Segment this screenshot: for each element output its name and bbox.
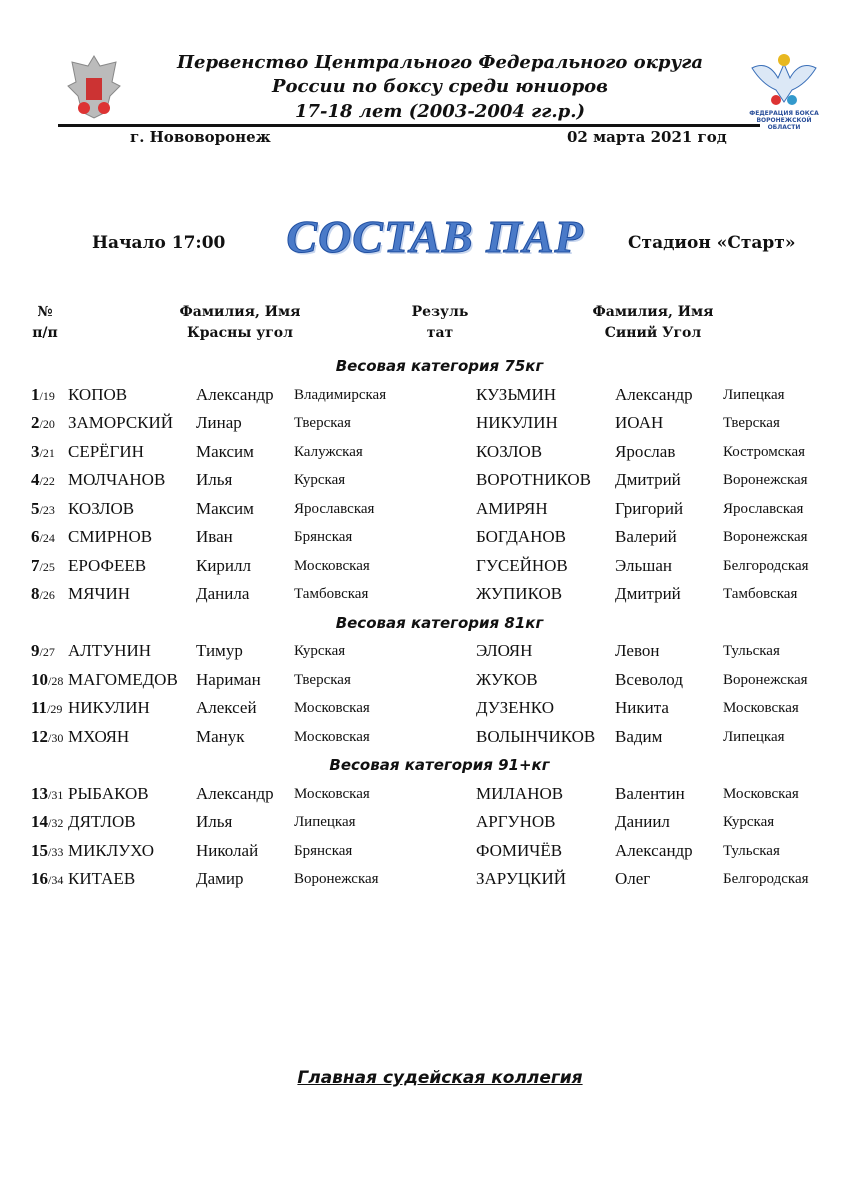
blue-region: Тамбовская bbox=[723, 586, 798, 602]
city: г. Нововоронеж bbox=[130, 128, 271, 146]
blue-first-name: Дмитрий bbox=[615, 584, 681, 603]
red-first-name: Николай bbox=[196, 840, 259, 860]
weight-category: Весовая категория 75кг bbox=[335, 357, 544, 375]
red-first-name: Алексей bbox=[196, 698, 257, 717]
bout-number: 11/29 bbox=[31, 698, 63, 717]
blue-region: Воронежская bbox=[723, 529, 808, 545]
red-region: Калужская bbox=[294, 443, 363, 460]
col-blue-2: Синий Угол bbox=[604, 325, 702, 341]
red-surname: ДЯТЛОВ bbox=[68, 812, 136, 831]
col-num-1: № bbox=[37, 304, 53, 320]
red-first-name: Максим bbox=[196, 441, 254, 461]
bout-number: 12/30 bbox=[31, 726, 64, 746]
blue-region: Тульская bbox=[723, 842, 780, 859]
red-first-name: Александр bbox=[196, 384, 274, 404]
title-line-2: России по боксу среди юниоров bbox=[272, 76, 608, 97]
red-first-name: Илья bbox=[196, 470, 233, 489]
blue-surname: КУЗЬМИН bbox=[476, 384, 557, 404]
blue-region: Костромская bbox=[723, 443, 806, 460]
red-first-name: Манук bbox=[196, 726, 245, 746]
blue-first-name: Александр bbox=[615, 384, 693, 404]
blue-surname: ЗАРУЦКИЙ bbox=[476, 869, 567, 888]
red-region: Московская bbox=[294, 557, 370, 574]
table-row bbox=[0, 438, 849, 467]
blue-first-name: Вадим bbox=[615, 726, 663, 746]
red-region: Курская bbox=[294, 643, 346, 659]
bout-number: 8/26 bbox=[31, 584, 55, 603]
red-surname: МХОЯН bbox=[68, 726, 130, 746]
bout-number: 3/21 bbox=[31, 441, 55, 461]
red-first-name: Линар bbox=[196, 413, 242, 432]
red-first-name: Илья bbox=[196, 812, 233, 831]
table-row bbox=[0, 723, 849, 752]
red-first-name: Кирилл bbox=[196, 555, 252, 575]
blue-region: Липецкая bbox=[723, 728, 785, 745]
blue-first-name: Дмитрий bbox=[615, 470, 681, 489]
red-surname: МОЛЧАНОВ bbox=[68, 470, 166, 489]
bout-index: /27 bbox=[39, 645, 55, 659]
table-row bbox=[0, 523, 849, 552]
red-surname: СЕРЁГИН bbox=[68, 441, 144, 461]
blue-first-name: Никита bbox=[615, 698, 669, 717]
bout-index: /29 bbox=[47, 702, 63, 716]
bout-index: /22 bbox=[39, 474, 55, 488]
blue-first-name: Григорий bbox=[615, 498, 684, 518]
col-result-2: тат bbox=[426, 325, 454, 341]
bout-index: /24 bbox=[39, 531, 55, 545]
blue-surname: АМИРЯН bbox=[476, 498, 548, 518]
bout-number: 6/24 bbox=[31, 527, 55, 546]
table-row bbox=[0, 381, 849, 410]
blue-surname: ЖУПИКОВ bbox=[476, 584, 563, 603]
red-surname: ЕРОФЕЕВ bbox=[68, 555, 147, 575]
table-row bbox=[0, 837, 849, 866]
blue-region: Воронежская bbox=[723, 671, 808, 688]
bout-number: 5/23 bbox=[31, 498, 55, 518]
blue-first-name: Александр bbox=[615, 840, 693, 860]
title-line-3: 17-18 лет (2003-2004 гг.р.) bbox=[294, 101, 586, 122]
red-surname: МИКЛУХО bbox=[68, 840, 154, 860]
blue-region: Тульская bbox=[723, 643, 780, 659]
blue-surname: ДУЗЕНКО bbox=[476, 698, 554, 717]
bouts-table bbox=[0, 352, 849, 894]
bout-index: /25 bbox=[39, 559, 55, 574]
blue-first-name: Валерий bbox=[615, 527, 677, 546]
bout-number: 4/22 bbox=[31, 470, 55, 489]
bout-index: /34 bbox=[48, 873, 64, 887]
bout-number: 16/34 bbox=[31, 869, 64, 888]
table-row bbox=[0, 865, 849, 894]
blue-surname: ФОМИЧЁВ bbox=[476, 840, 563, 860]
table-row bbox=[0, 808, 849, 837]
table-row bbox=[0, 409, 849, 438]
table-row bbox=[0, 694, 849, 723]
table-row bbox=[0, 780, 849, 809]
page-heading: СОСТАВ ПАР bbox=[286, 211, 584, 262]
red-region: Московская bbox=[294, 700, 370, 716]
red-surname: КИТАЕВ bbox=[68, 869, 136, 888]
red-first-name: Дамир bbox=[196, 869, 244, 888]
blue-first-name: Эльшан bbox=[615, 555, 672, 575]
blue-region: Курская bbox=[723, 814, 775, 830]
blue-surname: МИЛАНОВ bbox=[476, 783, 564, 803]
red-surname: АЛТУНИН bbox=[68, 641, 152, 660]
red-first-name: Нариман bbox=[196, 669, 261, 689]
blue-region: Тверская bbox=[723, 415, 780, 431]
bout-index: /30 bbox=[48, 730, 64, 745]
date: 02 марта 2021 год bbox=[567, 128, 727, 146]
bout-index: /20 bbox=[39, 417, 55, 431]
bout-index: /33 bbox=[48, 844, 64, 859]
red-surname: ЗАМОРСКИЙ bbox=[68, 413, 174, 432]
red-region: Тверская bbox=[294, 671, 351, 688]
bout-number: 14/32 bbox=[31, 812, 64, 831]
red-region: Курская bbox=[294, 472, 346, 488]
bout-index: /31 bbox=[48, 787, 64, 802]
blue-region: Липецкая bbox=[723, 386, 785, 403]
bout-number: 13/31 bbox=[31, 783, 64, 803]
red-region: Воронежская bbox=[294, 871, 379, 887]
blue-first-name: Левон bbox=[615, 641, 660, 660]
table-row bbox=[0, 637, 849, 666]
red-region: Липецкая bbox=[294, 814, 356, 830]
title-line-1: Первенство Центрального Федерального округа bbox=[176, 52, 704, 73]
col-red-1: Фамилия, Имя bbox=[179, 304, 301, 320]
red-region: Ярославская bbox=[294, 500, 375, 517]
blue-region: Белгородская bbox=[723, 557, 809, 574]
table-row bbox=[0, 580, 849, 609]
weight-category: Весовая категория 91+кг bbox=[329, 756, 550, 774]
red-surname: КОПОВ bbox=[68, 384, 128, 404]
red-surname: КОЗЛОВ bbox=[68, 498, 135, 518]
blue-surname: ВОРОТНИКОВ bbox=[476, 470, 592, 489]
blue-surname: ЭЛОЯН bbox=[476, 641, 533, 660]
col-result-1: Резуль bbox=[411, 304, 469, 320]
red-first-name: Данила bbox=[196, 584, 250, 603]
bout-number: 15/33 bbox=[31, 840, 64, 860]
blue-first-name: Валентин bbox=[615, 783, 685, 803]
bout-index: /21 bbox=[39, 445, 55, 460]
red-region: Брянская bbox=[294, 842, 353, 859]
blue-first-name: Олег bbox=[615, 869, 651, 888]
blue-first-name: Даниил bbox=[615, 812, 670, 831]
col-blue-1: Фамилия, Имя bbox=[592, 304, 714, 320]
red-surname: РЫБАКОВ bbox=[68, 783, 149, 803]
start-time: Начало 17:00 bbox=[92, 233, 226, 253]
blue-region: Воронежская bbox=[723, 472, 808, 488]
bout-index: /19 bbox=[39, 388, 55, 403]
bout-number: 10/28 bbox=[31, 669, 64, 689]
blue-first-name: Ярослав bbox=[615, 441, 676, 461]
bout-index: /23 bbox=[39, 502, 55, 517]
blue-region: Московская bbox=[723, 785, 799, 802]
red-region: Московская bbox=[294, 785, 370, 802]
red-region: Московская bbox=[294, 728, 370, 745]
blue-surname: ГУСЕЙНОВ bbox=[476, 555, 568, 575]
footer-signature-title: Главная судейская коллегия bbox=[297, 1068, 583, 1088]
bout-index: /32 bbox=[48, 816, 64, 830]
red-first-name: Иван bbox=[196, 527, 233, 546]
red-region: Брянская bbox=[294, 529, 353, 545]
red-surname: НИКУЛИН bbox=[68, 698, 150, 717]
blue-region: Белгородская bbox=[723, 871, 809, 887]
bout-index: /28 bbox=[48, 673, 64, 688]
bout-index: /26 bbox=[39, 588, 55, 602]
table-row bbox=[0, 466, 849, 495]
col-num-2: п/п bbox=[32, 325, 58, 341]
bout-number: 1/19 bbox=[31, 384, 55, 404]
blue-surname: ЖУКОВ bbox=[476, 669, 538, 689]
red-region: Тамбовская bbox=[294, 586, 369, 602]
blue-surname: КОЗЛОВ bbox=[476, 441, 543, 461]
col-red-2: Красны угол bbox=[186, 325, 294, 341]
blue-surname: НИКУЛИН bbox=[476, 413, 558, 432]
red-region: Владимирская bbox=[294, 386, 387, 403]
red-first-name: Тимур bbox=[196, 641, 243, 660]
bout-number: 9/27 bbox=[31, 641, 55, 660]
bout-number: 7/25 bbox=[31, 555, 55, 575]
boxing-federation-logo-text: ФЕДЕРАЦИЯ БОКСА ВОРОНЕЖСКОЙ ОБЛАСТИ bbox=[749, 110, 819, 131]
ministry-emblem-logo bbox=[66, 52, 122, 122]
table-row bbox=[0, 552, 849, 581]
blue-first-name: ИОАН bbox=[615, 413, 664, 432]
red-first-name: Максим bbox=[196, 498, 254, 518]
table-row bbox=[0, 666, 849, 695]
red-surname: МЯЧИН bbox=[68, 584, 131, 603]
blue-region: Московская bbox=[723, 700, 799, 716]
venue: Стадион «Старт» bbox=[628, 233, 796, 253]
blue-surname: БОГДАНОВ bbox=[476, 527, 567, 546]
header-divider bbox=[58, 124, 760, 127]
red-surname: МАГОМЕДОВ bbox=[68, 669, 178, 689]
table-row bbox=[0, 495, 849, 524]
red-surname: СМИРНОВ bbox=[68, 527, 153, 546]
red-region: Тверская bbox=[294, 415, 351, 431]
blue-surname: АРГУНОВ bbox=[476, 812, 556, 831]
blue-first-name: Всеволод bbox=[615, 669, 683, 689]
red-first-name: Александр bbox=[196, 783, 274, 803]
blue-region: Ярославская bbox=[723, 500, 804, 517]
weight-category: Весовая категория 81кг bbox=[335, 613, 544, 632]
blue-surname: ВОЛЫНЧИКОВ bbox=[476, 726, 596, 746]
bout-number: 2/20 bbox=[31, 413, 55, 432]
